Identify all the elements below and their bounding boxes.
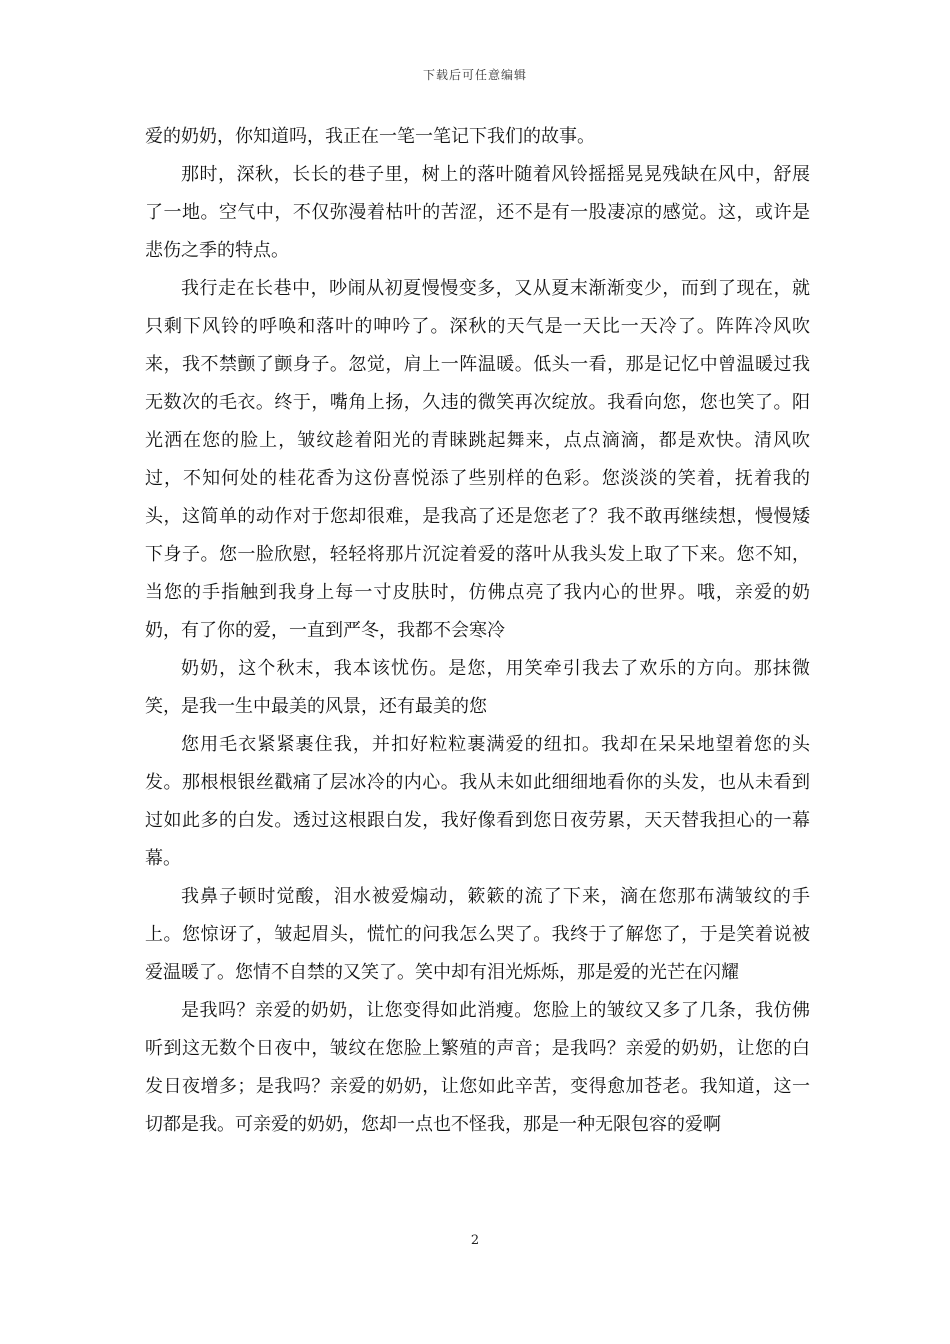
document-body (145, 118, 810, 1144)
paragraph-2: 那时，深秋，长长的巷子里，树上的落叶随着风铃摇摇晃晃残缺在风中，舒展了一地。空气中，不仅弥漫着枯叶的苦涩，还不是有一股凄凉的感觉。这，或许是悲伤之季的特点。 (145, 164, 810, 261)
paragraph-1: 爱的奶奶，你知道吗，我正在一笔一笔记下我们的故事。 (145, 126, 595, 147)
paragraph-6: 我鼻子顿时觉酸，泪水被爱煽动，簌簌的流了下来，滴在您那布满皱纹的手上。您惊讶了，皱起眉头，慌忙的问我怎么哭了。我终于了解您了，于是笑着说被爱温暖了。您情不自禁的又笑了。笑中却有泪光烁烁，那是爱的光芒在闪耀 (145, 886, 810, 983)
paragraph-5: 您用毛衣紧紧裹住我，并扣好粒粒裹满爱的纽扣。我却在呆呆地望着您的头发。那根根银丝戳痛了层冰冷的内心。我从未如此细细地看你的头发，也从未看到过如此多的白发。透过这根跟白发，我好像看到您日夜劳累，天天替我担心的一幕幕。 (145, 734, 810, 869)
paragraph-7: 是我吗？亲爱的奶奶，让您变得如此消瘦。您脸上的皱纹又多了几条，我仿佛听到这无数个日夜中，皱纹在您脸上繁殖的声音；是我吗？亲爱的奶奶，让您的白发日夜增多；是我吗？亲爱的奶奶，让您如此辛苦，变得愈加苍老。我知道，这一切都是我。可亲爱的奶奶，您却一点也不怪我，那是一种无限包容的爱啊 (145, 1000, 810, 1135)
paragraph-4: 奶奶，这个秋末，我本该忧伤。是您，用笑牵引我去了欢乐的方向。那抹微笑，是我一生中最美的风景，还有最美的您 (145, 658, 810, 717)
paragraph-3: 我行走在长巷中，吵闹从初夏慢慢变多，又从夏末渐渐变少，而到了现在，就只剩下风铃的呼唤和落叶的呻吟了。深秋的天气是一天比一天冷了。阵阵冷风吹来，我不禁颤了颤身子。忽觉，肩上一阵温暖。低头一看，那是记忆中曾温暖过我无数次的毛衣。终于，嘴角上扬，久违的微笑再次绽放。我看向您，您也笑了。阳光洒在您的脸上，皱纹趁着阳光的青睐跳起舞来，点点滴滴，都是欢快。清风吹过，不知何处的桂花香为这份喜悦添了些别样的色彩。您淡淡的笑着，抚着我的头，这简单的动作对于您却很难，是我高了还是您老了？我不敢再继续想，慢慢矮下身子。您一脸欣慰，轻轻将那片沉淀着爱的落叶从我头发上取了下来。您不知，当您的手指触到我身上每一寸皮肤时，仿佛点亮了我内心的世界。哦，亲爱的奶奶，有了你的爱，一直到严冬，我都不会寒冷 (145, 278, 810, 641)
page-header: 下载后可任意编辑 (422, 68, 527, 82)
page-number: 2 (470, 1233, 480, 1248)
